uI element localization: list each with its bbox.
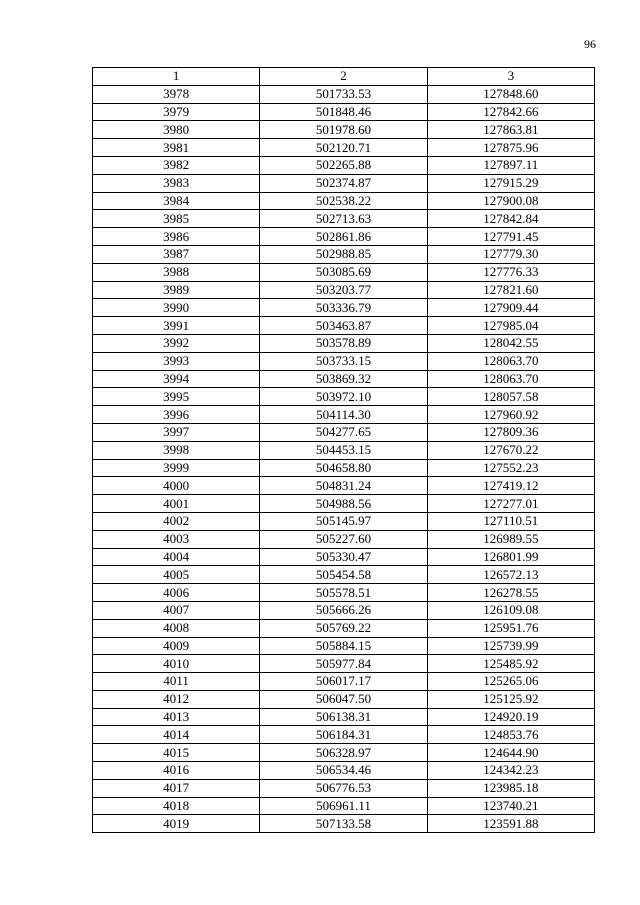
- table-cell: 4007: [93, 601, 260, 619]
- table-cell: 4014: [93, 726, 260, 744]
- table-cell: 505145.97: [260, 512, 427, 530]
- table-cell: 127960.92: [427, 406, 594, 424]
- table-cell: 504988.56: [260, 495, 427, 513]
- table-cell: 3984: [93, 192, 260, 210]
- table-cell: 4018: [93, 797, 260, 815]
- table-cell: 128063.70: [427, 352, 594, 370]
- column-header: 2: [260, 68, 427, 86]
- table-cell: 127552.23: [427, 459, 594, 477]
- table-row: [93, 281, 595, 299]
- table-cell: 126109.08: [427, 601, 594, 619]
- table-cell: 3997: [93, 423, 260, 441]
- table-cell: 4001: [93, 495, 260, 513]
- table-cell: 3992: [93, 334, 260, 352]
- table-cell: 125739.99: [427, 637, 594, 655]
- table-row: [93, 245, 595, 263]
- table-cell: 4011: [93, 673, 260, 691]
- table-cell: 503733.15: [260, 352, 427, 370]
- table-cell: 505769.22: [260, 619, 427, 637]
- table-cell: 4010: [93, 655, 260, 673]
- table-cell: 505454.58: [260, 566, 427, 584]
- table-row: [93, 299, 595, 317]
- table-cell: 4009: [93, 637, 260, 655]
- table-cell: 4016: [93, 762, 260, 780]
- table-row: [93, 690, 595, 708]
- table-cell: 124853.76: [427, 726, 594, 744]
- table-row: [93, 370, 595, 388]
- table-cell: 503972.10: [260, 388, 427, 406]
- table-cell: 125951.76: [427, 619, 594, 637]
- table-cell: 3995: [93, 388, 260, 406]
- table-cell: 503085.69: [260, 263, 427, 281]
- table-cell: 4008: [93, 619, 260, 637]
- table-cell: 4013: [93, 708, 260, 726]
- table-row: [93, 210, 595, 228]
- table-cell: 127848.60: [427, 85, 594, 103]
- table-cell: 124644.90: [427, 744, 594, 762]
- header-row: [93, 68, 595, 86]
- table-cell: 3988: [93, 263, 260, 281]
- table-cell: 127776.33: [427, 263, 594, 281]
- column-header: 1: [93, 68, 260, 86]
- table-cell: 501978.60: [260, 121, 427, 139]
- table-cell: 126572.13: [427, 566, 594, 584]
- table-cell: 127821.60: [427, 281, 594, 299]
- table-row: [93, 530, 595, 548]
- table-row: [93, 477, 595, 495]
- table-cell: 503203.77: [260, 281, 427, 299]
- table-cell: 126278.55: [427, 584, 594, 602]
- table-row: [93, 423, 595, 441]
- table-row: [93, 744, 595, 762]
- table-cell: 3979: [93, 103, 260, 121]
- table-row: [93, 815, 595, 833]
- table-cell: 503578.89: [260, 334, 427, 352]
- table-row: [93, 726, 595, 744]
- table-body: [93, 85, 595, 832]
- table-cell: 505666.26: [260, 601, 427, 619]
- table-cell: 127809.36: [427, 423, 594, 441]
- table-cell: 4005: [93, 566, 260, 584]
- table-cell: 127915.29: [427, 174, 594, 192]
- table-cell: 127909.44: [427, 299, 594, 317]
- table-cell: 506534.46: [260, 762, 427, 780]
- table-cell: 4003: [93, 530, 260, 548]
- table-cell: 125265.06: [427, 673, 594, 691]
- table-cell: 127670.22: [427, 441, 594, 459]
- table-row: [93, 228, 595, 246]
- table-cell: 126801.99: [427, 548, 594, 566]
- table-cell: 502265.88: [260, 156, 427, 174]
- table-row: [93, 708, 595, 726]
- table-cell: 127842.84: [427, 210, 594, 228]
- coordinates-table: [92, 67, 595, 833]
- table-row: [93, 406, 595, 424]
- table-row: [93, 601, 595, 619]
- table-cell: 124342.23: [427, 762, 594, 780]
- table-cell: 123591.88: [427, 815, 594, 833]
- table-cell: 3998: [93, 441, 260, 459]
- table-row: [93, 548, 595, 566]
- table-row: [93, 619, 595, 637]
- table-row: [93, 174, 595, 192]
- table-row: [93, 655, 595, 673]
- table-cell: 125125.92: [427, 690, 594, 708]
- table-cell: 505977.84: [260, 655, 427, 673]
- table-header: [93, 68, 595, 86]
- table-cell: 3981: [93, 139, 260, 157]
- table-row: [93, 797, 595, 815]
- table-cell: 503336.79: [260, 299, 427, 317]
- table-row: [93, 139, 595, 157]
- table-cell: 505227.60: [260, 530, 427, 548]
- table-cell: 4004: [93, 548, 260, 566]
- table-cell: 3985: [93, 210, 260, 228]
- table-row: [93, 779, 595, 797]
- table-cell: 127900.08: [427, 192, 594, 210]
- table-cell: 127791.45: [427, 228, 594, 246]
- table-cell: 506138.31: [260, 708, 427, 726]
- table-cell: 506017.17: [260, 673, 427, 691]
- table-cell: 125485.92: [427, 655, 594, 673]
- table-cell: 506961.11: [260, 797, 427, 815]
- table-cell: 505330.47: [260, 548, 427, 566]
- table-cell: 3978: [93, 85, 260, 103]
- table-cell: 502861.86: [260, 228, 427, 246]
- table-cell: 128042.55: [427, 334, 594, 352]
- table-row: [93, 85, 595, 103]
- table-cell: 504277.65: [260, 423, 427, 441]
- table-row: [93, 388, 595, 406]
- table-row: [93, 334, 595, 352]
- table-row: [93, 495, 595, 513]
- table-cell: 506328.97: [260, 744, 427, 762]
- table-cell: 504831.24: [260, 477, 427, 495]
- page-number: 96: [584, 37, 596, 51]
- table-cell: 3993: [93, 352, 260, 370]
- table-cell: 127277.01: [427, 495, 594, 513]
- table-cell: 4019: [93, 815, 260, 833]
- table-cell: 4017: [93, 779, 260, 797]
- table-row: [93, 673, 595, 691]
- table-cell: 127419.12: [427, 477, 594, 495]
- table-row: [93, 584, 595, 602]
- table-row: [93, 352, 595, 370]
- table-cell: 3987: [93, 245, 260, 263]
- table-cell: 127110.51: [427, 512, 594, 530]
- table-cell: 123740.21: [427, 797, 594, 815]
- table-cell: 3983: [93, 174, 260, 192]
- table-cell: 4015: [93, 744, 260, 762]
- table-cell: 506184.31: [260, 726, 427, 744]
- table-cell: 502713.63: [260, 210, 427, 228]
- table-cell: 501848.46: [260, 103, 427, 121]
- table-cell: 4002: [93, 512, 260, 530]
- table-row: [93, 459, 595, 477]
- table-cell: 504453.15: [260, 441, 427, 459]
- table-row: [93, 121, 595, 139]
- table-row: [93, 263, 595, 281]
- table-cell: 3989: [93, 281, 260, 299]
- table-cell: 507133.58: [260, 815, 427, 833]
- table-cell: 127875.96: [427, 139, 594, 157]
- table-cell: 128063.70: [427, 370, 594, 388]
- table-cell: 501733.53: [260, 85, 427, 103]
- table-cell: 127842.66: [427, 103, 594, 121]
- table-cell: 127897.11: [427, 156, 594, 174]
- table-cell: 503463.87: [260, 317, 427, 335]
- table-cell: 502120.71: [260, 139, 427, 157]
- table-cell: 503869.32: [260, 370, 427, 388]
- table-cell: 126989.55: [427, 530, 594, 548]
- table-row: [93, 317, 595, 335]
- table-row: [93, 192, 595, 210]
- table-cell: 506776.53: [260, 779, 427, 797]
- table-row: [93, 156, 595, 174]
- table-cell: 123985.18: [427, 779, 594, 797]
- table-row: [93, 762, 595, 780]
- table-cell: 505578.51: [260, 584, 427, 602]
- table-cell: 502988.85: [260, 245, 427, 263]
- table-cell: 506047.50: [260, 690, 427, 708]
- table-row: [93, 566, 595, 584]
- table-cell: 4012: [93, 690, 260, 708]
- table-cell: 124920.19: [427, 708, 594, 726]
- table-cell: 3999: [93, 459, 260, 477]
- table-cell: 3986: [93, 228, 260, 246]
- table-cell: 4006: [93, 584, 260, 602]
- table-cell: 504658.80: [260, 459, 427, 477]
- table-row: [93, 103, 595, 121]
- table-cell: 3980: [93, 121, 260, 139]
- table-row: [93, 441, 595, 459]
- table-cell: 502374.87: [260, 174, 427, 192]
- table-cell: 128057.58: [427, 388, 594, 406]
- table-row: [93, 512, 595, 530]
- table-cell: 3990: [93, 299, 260, 317]
- table-cell: 502538.22: [260, 192, 427, 210]
- table-row: [93, 637, 595, 655]
- table-cell: 127985.04: [427, 317, 594, 335]
- table-cell: 505884.15: [260, 637, 427, 655]
- table-cell: 4000: [93, 477, 260, 495]
- table-cell: 3991: [93, 317, 260, 335]
- column-header: 3: [427, 68, 594, 86]
- table-cell: 504114.30: [260, 406, 427, 424]
- table-cell: 127779.30: [427, 245, 594, 263]
- table-cell: 127863.81: [427, 121, 594, 139]
- table-cell: 3994: [93, 370, 260, 388]
- table-cell: 3982: [93, 156, 260, 174]
- table-cell: 3996: [93, 406, 260, 424]
